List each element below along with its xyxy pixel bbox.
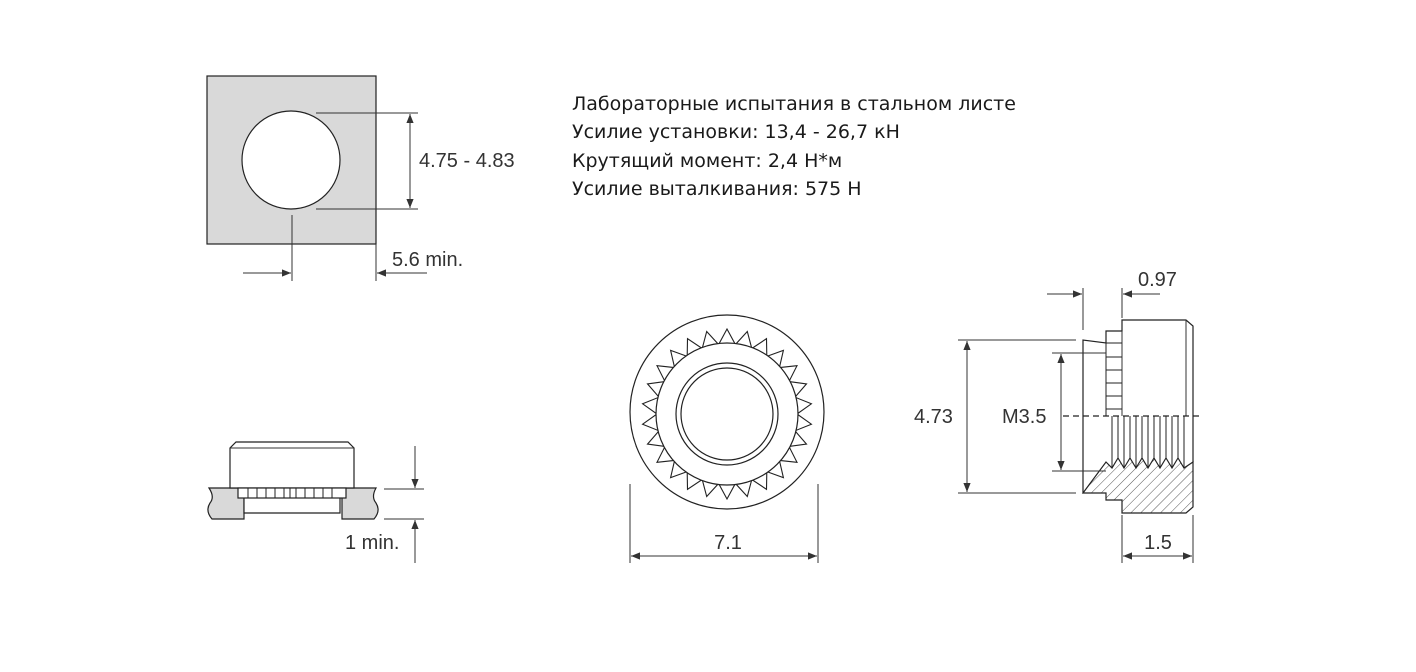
thread-size-label: M3.5 bbox=[1002, 406, 1047, 428]
shank-length-label: 0.97 bbox=[1138, 269, 1177, 291]
notes-torque: Крутящий момент: 2,4 Н*м bbox=[572, 150, 843, 172]
hole-gap bbox=[244, 498, 340, 513]
hole-diameter-label: 4.75 - 4.83 bbox=[419, 150, 515, 172]
notes-title: Лабораторные испытания в стальном листе bbox=[572, 93, 1016, 115]
edge-distance-label: 5.6 min. bbox=[392, 249, 464, 271]
outer-diameter-label: 7.1 bbox=[714, 532, 742, 554]
notes-install-force: Усилие установки: 13,4 - 26,7 кН bbox=[572, 121, 900, 143]
nut-side-section-view bbox=[914, 269, 1202, 563]
nut-head bbox=[230, 442, 354, 488]
mounting-hole bbox=[242, 111, 340, 209]
hatched-body-section bbox=[1083, 458, 1193, 513]
nut-top-view bbox=[630, 315, 824, 563]
mounting-hole-view bbox=[207, 76, 515, 281]
nut-bore-inner bbox=[681, 368, 773, 460]
sheet-thickness-label: 1 min. bbox=[345, 532, 400, 554]
installed-section-view bbox=[208, 442, 424, 563]
knurled-shank bbox=[238, 488, 346, 498]
head-width-label: 1.5 bbox=[1144, 532, 1172, 554]
test-notes bbox=[572, 93, 1016, 200]
overall-height-label: 4.73 bbox=[914, 406, 953, 428]
notes-pushout-force: Усилие выталкивания: 575 Н bbox=[572, 178, 862, 200]
